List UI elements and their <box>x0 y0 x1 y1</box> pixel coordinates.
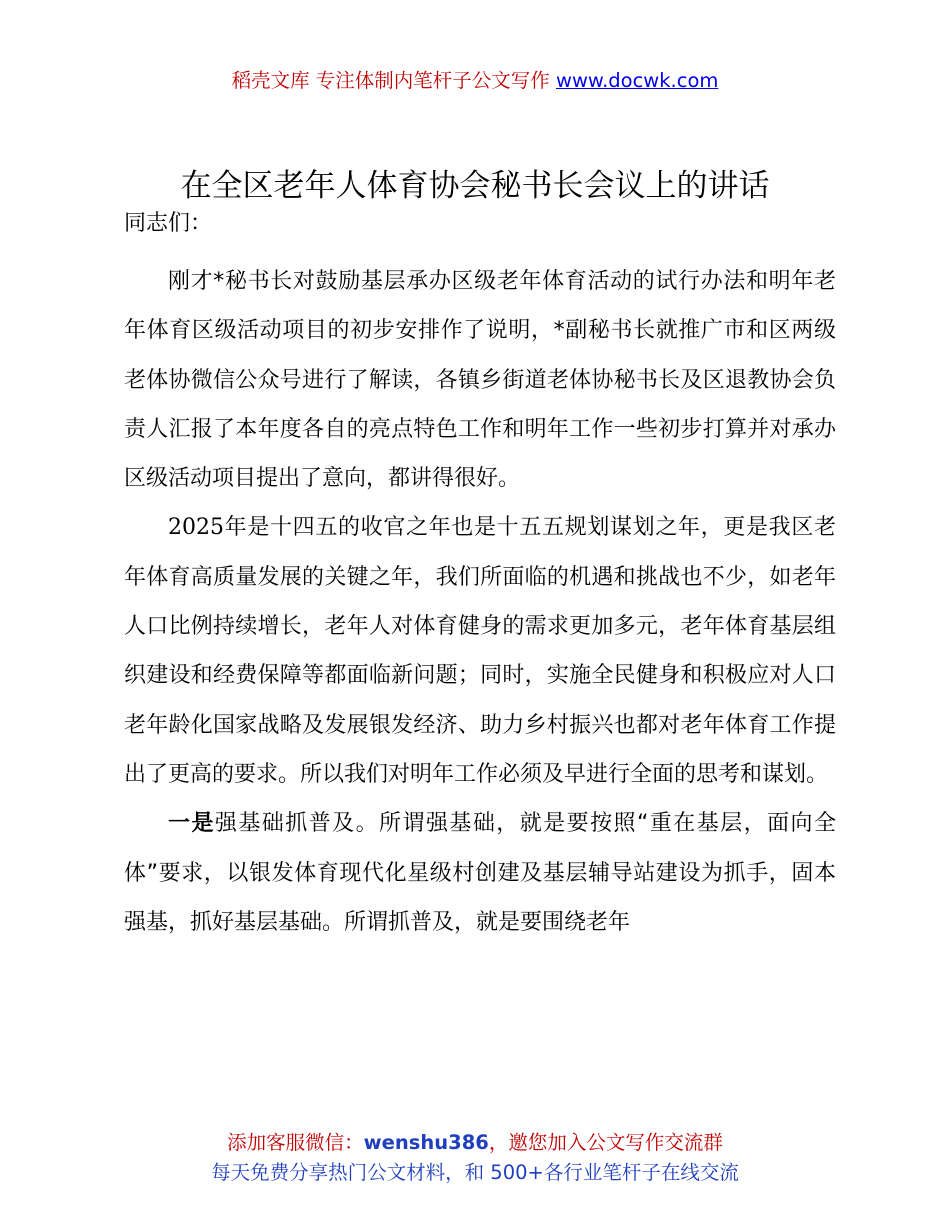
document-body <box>124 257 836 947</box>
page-header <box>0 66 950 96</box>
salutation: 同志们： <box>124 211 213 236</box>
paragraph-text: 年是十四五的收官之年也是十五五规划谋划之年，更是我区老年体育高质量发展的关键之年，我们所面临的机遇和挑战也不少，如老年人口比例持续增长，老年人对体育健身的需求更加多元，老年体育基层组织建设和经费保障等都面临新问题；同时，实施全民健身和积极应对人口老年龄化国家战略及发展银发经济、助力乡村振兴也都对老年体育工作提出了更高的要求。所以我们对明年工作必须及早进行全面的思考和谋划。 <box>124 515 836 787</box>
footer-suffix: ，邀您加入公文写作交流群 <box>488 1131 723 1154</box>
document-title: 在全区老年人体育协会秘书长会议上的讲话 <box>180 168 770 204</box>
paragraph <box>124 503 836 799</box>
year-number: 2025 <box>168 515 224 541</box>
paragraph: 刚才*秘书长对鼓励基层承办区级老年体育活动的试行办法和明年老年体育区级活动项目的初步安排作了说明，*副秘书长就推广市和区两级老体协微信公众号进行了解读，各镇乡街道老体协秘书长及区退教协会负责人汇报了本年度各自的亮点特色工作和明年工作一些初步打算并对承办区级活动项目提出了意向，都讲得很好。 <box>124 269 836 492</box>
paragraph <box>124 799 836 947</box>
paragraph-text: 强基础抓普及。所谓强基础，就是要按照“重在基层，面向全体”要求，以银发体育现代化星级村创建及基层辅导站建设为抓手，固本强基，抓好基层基础。所谓抓普及，就是要围绕老年 <box>124 811 836 935</box>
website-link[interactable]: www.docwk.com <box>556 69 719 92</box>
footer-contact-line <box>0 1128 950 1158</box>
page-footer <box>0 1128 950 1188</box>
paragraph-lead: 一是 <box>168 811 215 837</box>
brand-text: 稻壳文库 专注体制内笔杆子公文写作 <box>231 69 557 92</box>
wechat-id: wenshu386 <box>363 1131 489 1154</box>
footer-prefix: 添加客服微信： <box>227 1131 364 1154</box>
footer-promo-line: 每天免费分享热门公文材料，和 500+各行业笔杆子在线交流 <box>211 1161 739 1184</box>
